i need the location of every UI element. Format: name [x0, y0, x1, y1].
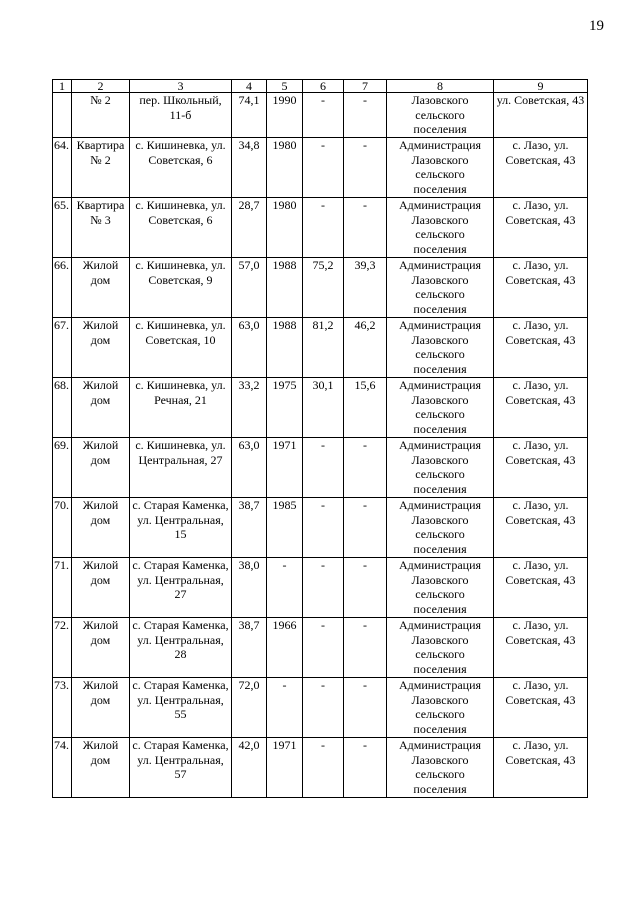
col6-cell: - — [303, 438, 344, 498]
col7-cell: - — [344, 198, 387, 258]
row-number-cell: 70. — [53, 498, 72, 558]
column-header: 7 — [344, 80, 387, 93]
owner-address-cell: с. Лазо, ул. Советская, 43 — [494, 198, 588, 258]
col7-cell: - — [344, 93, 387, 138]
column-header: 1 — [53, 80, 72, 93]
row-number-cell: 69. — [53, 438, 72, 498]
owner-address-cell: с. Лазо, ул. Советская, 43 — [494, 258, 588, 318]
address-cell: с. Старая Каменка, ул. Центральная, 57 — [130, 738, 232, 798]
col7-cell: - — [344, 438, 387, 498]
col6-cell: 30,1 — [303, 378, 344, 438]
table-row — [53, 318, 588, 378]
owner-address-cell: с. Лазо, ул. Советская, 43 — [494, 738, 588, 798]
object-type-cell: Жилой дом — [72, 438, 130, 498]
owner-cell: Администрация Лазовского сельского поселения — [387, 138, 494, 198]
address-cell: с. Кишиневка, ул. Речная, 21 — [130, 378, 232, 438]
column-header: 3 — [130, 80, 232, 93]
table-row — [53, 258, 588, 318]
col6-cell: - — [303, 678, 344, 738]
owner-cell: Администрация Лазовского сельского поселения — [387, 678, 494, 738]
year-cell: 1990 — [267, 93, 303, 138]
owner-address-cell: ул. Советская, 43 — [494, 93, 588, 138]
owner-cell: Администрация Лазовского сельского поселения — [387, 378, 494, 438]
object-type-cell: Квартира № 3 — [72, 198, 130, 258]
table-row — [53, 558, 588, 618]
table-row — [53, 378, 588, 438]
area-cell: 28,7 — [232, 198, 267, 258]
row-number-cell: 64. — [53, 138, 72, 198]
col7-cell: - — [344, 678, 387, 738]
address-cell: с. Старая Каменка, ул. Центральная, 27 — [130, 558, 232, 618]
object-type-cell: Квартира № 2 — [72, 138, 130, 198]
address-cell: пер. Школьный, 11-б — [130, 93, 232, 138]
area-cell: 38,7 — [232, 618, 267, 678]
owner-cell: Администрация Лазовского сельского поселения — [387, 198, 494, 258]
col7-cell: - — [344, 138, 387, 198]
object-type-cell: Жилой дом — [72, 558, 130, 618]
owner-address-cell: с. Лазо, ул. Советская, 43 — [494, 318, 588, 378]
owner-cell: Администрация Лазовского сельского поселения — [387, 438, 494, 498]
table-row — [53, 438, 588, 498]
column-header: 5 — [267, 80, 303, 93]
column-header: 4 — [232, 80, 267, 93]
year-cell: 1975 — [267, 378, 303, 438]
owner-address-cell: с. Лазо, ул. Советская, 43 — [494, 678, 588, 738]
col6-cell: - — [303, 198, 344, 258]
col6-cell: 75,2 — [303, 258, 344, 318]
row-number-cell: 68. — [53, 378, 72, 438]
area-cell: 57,0 — [232, 258, 267, 318]
address-cell: с. Старая Каменка, ул. Центральная, 15 — [130, 498, 232, 558]
owner-cell: Администрация Лазовского сельского поселения — [387, 318, 494, 378]
col6-cell: - — [303, 738, 344, 798]
owner-cell: Администрация Лазовского сельского поселения — [387, 258, 494, 318]
area-cell: 34,8 — [232, 138, 267, 198]
object-type-cell: Жилой дом — [72, 378, 130, 438]
table-row — [53, 498, 588, 558]
page-number: 19 — [589, 18, 604, 34]
area-cell: 63,0 — [232, 438, 267, 498]
owner-address-cell: с. Лазо, ул. Советская, 43 — [494, 558, 588, 618]
table-row — [53, 618, 588, 678]
row-number-cell: 66. — [53, 258, 72, 318]
owner-address-cell: с. Лазо, ул. Советская, 43 — [494, 618, 588, 678]
table-row — [53, 198, 588, 258]
column-header: 8 — [387, 80, 494, 93]
table-row — [53, 93, 588, 138]
year-cell: 1971 — [267, 738, 303, 798]
year-cell: 1971 — [267, 438, 303, 498]
area-cell: 38,0 — [232, 558, 267, 618]
object-type-cell: Жилой дом — [72, 318, 130, 378]
address-cell: с. Кишиневка, ул. Советская, 6 — [130, 138, 232, 198]
col6-cell: - — [303, 558, 344, 618]
owner-cell: Администрация Лазовского сельского поселения — [387, 618, 494, 678]
col7-cell: - — [344, 498, 387, 558]
year-cell: 1966 — [267, 618, 303, 678]
address-cell: с. Кишиневка, ул. Советская, 6 — [130, 198, 232, 258]
owner-address-cell: с. Лазо, ул. Советская, 43 — [494, 438, 588, 498]
col7-cell: - — [344, 738, 387, 798]
year-cell: 1980 — [267, 138, 303, 198]
row-number-cell: 73. — [53, 678, 72, 738]
owner-cell: Лазовского сельского поселения — [387, 93, 494, 138]
address-cell: с. Старая Каменка, ул. Центральная, 55 — [130, 678, 232, 738]
col7-cell: - — [344, 618, 387, 678]
table-header-row — [53, 80, 588, 93]
table-row — [53, 138, 588, 198]
col7-cell: 39,3 — [344, 258, 387, 318]
year-cell: - — [267, 558, 303, 618]
owner-address-cell: с. Лазо, ул. Советская, 43 — [494, 138, 588, 198]
column-header: 6 — [303, 80, 344, 93]
owner-address-cell: с. Лазо, ул. Советская, 43 — [494, 378, 588, 438]
row-number-cell — [53, 93, 72, 138]
column-header: 9 — [494, 80, 588, 93]
area-cell: 74,1 — [232, 93, 267, 138]
year-cell: 1985 — [267, 498, 303, 558]
table-row — [53, 678, 588, 738]
row-number-cell: 74. — [53, 738, 72, 798]
object-type-cell: Жилой дом — [72, 678, 130, 738]
object-type-cell: Жилой дом — [72, 738, 130, 798]
col7-cell: 46,2 — [344, 318, 387, 378]
owner-cell: Администрация Лазовского сельского поселения — [387, 558, 494, 618]
owner-cell: Администрация Лазовского сельского поселения — [387, 738, 494, 798]
col7-cell: 15,6 — [344, 378, 387, 438]
address-cell: с. Старая Каменка, ул. Центральная, 28 — [130, 618, 232, 678]
table-row — [53, 738, 588, 798]
col6-cell: - — [303, 93, 344, 138]
col6-cell: - — [303, 618, 344, 678]
col6-cell: - — [303, 498, 344, 558]
row-number-cell: 71. — [53, 558, 72, 618]
col6-cell: - — [303, 138, 344, 198]
row-number-cell: 72. — [53, 618, 72, 678]
column-header: 2 — [72, 80, 130, 93]
object-type-cell: № 2 — [72, 93, 130, 138]
address-cell: с. Кишиневка, ул. Советская, 10 — [130, 318, 232, 378]
year-cell: 1988 — [267, 258, 303, 318]
property-table — [52, 79, 588, 798]
area-cell: 38,7 — [232, 498, 267, 558]
address-cell: с. Кишиневка, ул. Советская, 9 — [130, 258, 232, 318]
area-cell: 33,2 — [232, 378, 267, 438]
area-cell: 72,0 — [232, 678, 267, 738]
owner-address-cell: с. Лазо, ул. Советская, 43 — [494, 498, 588, 558]
object-type-cell: Жилой дом — [72, 618, 130, 678]
year-cell: 1988 — [267, 318, 303, 378]
owner-cell: Администрация Лазовского сельского поселения — [387, 498, 494, 558]
row-number-cell: 67. — [53, 318, 72, 378]
col7-cell: - — [344, 558, 387, 618]
col6-cell: 81,2 — [303, 318, 344, 378]
year-cell: 1980 — [267, 198, 303, 258]
area-cell: 42,0 — [232, 738, 267, 798]
object-type-cell: Жилой дом — [72, 258, 130, 318]
object-type-cell: Жилой дом — [72, 498, 130, 558]
year-cell: - — [267, 678, 303, 738]
address-cell: с. Кишиневка, ул. Центральная, 27 — [130, 438, 232, 498]
row-number-cell: 65. — [53, 198, 72, 258]
area-cell: 63,0 — [232, 318, 267, 378]
